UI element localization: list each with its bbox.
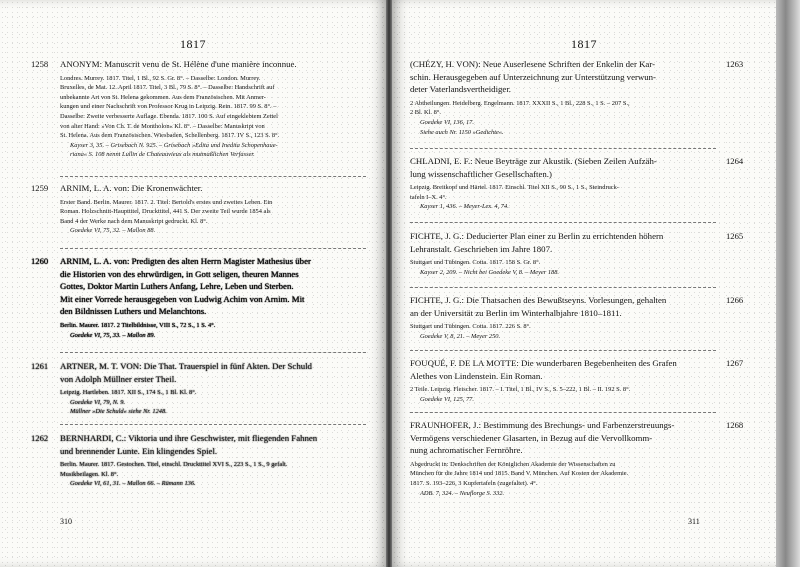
heading-line: den Bildnissen Luthers und Melanchtons. — [60, 306, 207, 317]
entry-refs — [70, 479, 366, 489]
entry-divider — [60, 248, 366, 249]
heading-line: Mit einer Vorrede herausgegeben von Ludwig Achim von Arnim. Mit — [60, 293, 305, 304]
entry-number: 1261 — [31, 361, 49, 371]
entry-1258 — [31, 58, 366, 160]
heading-line: lung wissenschaftlicher Gesellschaften.) — [410, 168, 552, 179]
entry-heading — [410, 357, 716, 382]
running-head-left: 1817 — [180, 37, 206, 51]
ref-line: Goedeke VI, 61, 31. – Mallon 66. – Rümann 136. — [70, 480, 196, 488]
ref-line: Kayser 1, 436. – Meyer-Lex. 4, 74. — [420, 203, 509, 211]
heading-line: die Historien von des ehrwürdigen, in Gott seligen, theuren Mannes — [60, 268, 299, 279]
entry-1263 — [410, 58, 744, 137]
detail-line: Band 4 der Werke nach dem Manuskript gedruckt. Kl. 8°. — [60, 217, 208, 225]
entry-heading — [410, 419, 716, 457]
entry-divider — [410, 287, 716, 288]
page-number-right: 311 — [688, 517, 700, 526]
heading-line: Alethes von Lindenstein. Ein Roman. — [410, 370, 543, 381]
entry-refs — [420, 268, 716, 278]
detail-line: unbekannte Art von St. Helena gekommen. Aus dem Französischen. Mit Anmer- — [60, 93, 266, 101]
heading-line: CHLADNI, E. F.: Neue Beyträge zur Akustik. (Sieben Zeilen Aufzäh- — [410, 156, 657, 166]
entry-heading — [410, 155, 716, 180]
detail-line: Stuttgart und Tübingen. Cotta. 1817. 158 S. Gr. 8°. — [410, 259, 541, 267]
heading-line: FRAUNHOFER, J.: Bestimmung des Brechungs- und Farbenzerstreuungs- — [410, 420, 675, 430]
ref-line: Goedeke VI, 75, 33. – Mallon 89. — [70, 331, 156, 339]
entry-refs — [420, 118, 716, 137]
heading-line: ARNIM, L. A. von: Predigten des alten Herrn Magister Mathesius über — [60, 256, 311, 266]
running-head-right: 1817 — [571, 37, 597, 51]
entry-details — [60, 198, 366, 227]
page-edge-shadow — [776, 0, 800, 567]
entry-refs — [420, 202, 716, 212]
entry-heading — [410, 230, 716, 255]
entry-number: 1267 — [726, 358, 744, 368]
entry-details — [410, 183, 716, 202]
entry-divider — [60, 352, 366, 353]
ref-line: Goedeke VI, 75, 32. – Mallon 88. — [70, 227, 156, 235]
heading-line: FOUQUÉ, F. DE LA MOTTE: Die wunderbaren Begebenheiten des Grafen — [410, 358, 677, 368]
entry-divider — [60, 176, 366, 177]
heading-line: Vermögens verschiedener Glasarten, in Bezug auf die Vervollkomm- — [410, 432, 653, 443]
entry-number: 1259 — [31, 183, 49, 193]
entry-details — [410, 460, 716, 489]
entry-refs — [70, 398, 366, 417]
heading-line: FICHTE, J. G.: Die Thatsachen des Bewußtseyns. Vorlesungen, gehalten — [410, 295, 667, 305]
ref-line: Goedeke V, 8, 21. – Meyer 250. — [420, 332, 501, 340]
entry-number: 1263 — [726, 59, 744, 69]
detail-line: Abgedruckt in: Denkschriften der Königlichen Akademie der Wissenschaften zu — [410, 460, 616, 468]
detail-line: Roman. Holzschnitt-Haupttitel, Druckttitel, 441 S. Der zweite Teil wurde 1854 als — [60, 208, 271, 216]
entry-1265 — [410, 230, 744, 277]
entry-heading: ARNIM, L. A. von: Die Kronenwächter. — [60, 183, 203, 193]
entry-number: 1268 — [726, 420, 744, 430]
ref-line: Siehe auch Nr. 1150 »Gedichte«. — [420, 128, 504, 136]
detail-line: tafeln I–X. 4°. — [410, 193, 447, 201]
entry-1259 — [31, 182, 366, 236]
heading-line: (CHÉZY, H. VON): Neue Auserlesene Schriften der Enkelin der Kar- — [410, 59, 656, 69]
entry-refs — [70, 226, 366, 236]
entry-1261 — [31, 360, 366, 417]
detail-line: Stuttgart und Tübingen. Cotta. 1817. 226 S. 8°. — [410, 323, 531, 331]
entry-1267 — [410, 357, 744, 404]
entry-refs — [420, 332, 716, 342]
entry-details — [410, 385, 716, 395]
entry-heading — [410, 58, 716, 96]
ref-line: Kayser 3, 35. – Grisebach N. 925. – Grisebach »Edita und Inedita Schopenhaue- — [70, 141, 278, 149]
heading-line: von Adolph Müllner erster Theil. — [60, 373, 177, 384]
entry-heading — [60, 360, 366, 385]
entry-number: 1262 — [31, 433, 49, 443]
detail-line: Musikbeilagen. Kl. 8°. — [60, 470, 119, 478]
entry-1260 — [31, 255, 366, 340]
entry-number: 1258 — [31, 59, 49, 69]
entry-details — [60, 388, 366, 398]
entry-refs — [420, 395, 716, 405]
entry-1266 — [410, 294, 744, 341]
ref-line: Goedeke VI, 79, N. 9. — [70, 398, 126, 406]
detail-line: Leipzig. Hartleben. 1817. XII S., 174 S., 1 Bl. Kl. 8°. — [60, 389, 197, 397]
entry-details — [60, 74, 366, 141]
entry-details — [60, 321, 366, 331]
detail-line: Leipzig. Breitkopf und Härtel. 1817. Einschl. Titel XII S., 90 S., 1 S., Steindruck- — [410, 184, 619, 192]
entry-heading — [410, 294, 716, 319]
entry-divider — [410, 222, 716, 223]
detail-line: München für die Jahre 1814 und 1815. Band V. München. Auf Kosten der Akademie. — [410, 470, 629, 478]
detail-line: St. Helena. Aus dem Französischen. Wiesbaden, Schellenberg. 1817. IV S., 123 S. 8°. — [60, 132, 280, 140]
heading-line: schin. Herausgegeben auf Unterzeichnung zur Unterstützung verwun- — [410, 71, 656, 82]
right-page — [392, 0, 776, 567]
heading-line: ARTNER, M. T. VON: Die That. Trauerspiel in fünf Akten. Der Schuld — [60, 361, 312, 371]
detail-line: kungen und einer Nachschrift von Professor Krug in Leipzig. Rein. 1817. 99 S. 8°. – — [60, 103, 277, 111]
detail-line: 2 Abtheilungen. Heidelberg. Engelmann. 1817. XXXII S., 1 Bl., 228 S., 1 S. – 207 S., — [410, 99, 630, 107]
heading-line: an der Universität zu Berlin im Winterhalbjahre 1810–1811. — [410, 307, 622, 318]
entry-heading: ANONYM: Manuscrit venu de St. Hélène d'une manière inconnue. — [60, 59, 297, 69]
detail-line: Bruxelles, de Mat. 12. April 1817. Titel, 3 Bl., 79 S. 8°. – Dasselbe: Handschrift auf — [60, 84, 275, 92]
heading-line: BERNHARDI, C.: Viktoria und ihre Geschwister, mit fliegenden Fahnen — [60, 433, 318, 443]
detail-line: Berlin. Maurer. 1817. Gestochen. Titel, einschl. Druckttitel XVI S., 223 S., 1 S., 9 gefalt. — [60, 461, 288, 469]
heading-line: FICHTE, J. G.: Deducierter Plan einer zu Berlin zu errichtenden höhern — [410, 231, 664, 241]
detail-line: 2 Teile. Leipzig. Fleischer. 1817. – I. Titel, 1 Bl., IV S., S. 5–222, 1 Bl. – II. 192 S. 8°. — [410, 386, 631, 394]
entry-details — [410, 258, 716, 268]
ref-line: ADB. 7, 324. – Neuflorge S. 332. — [420, 489, 505, 497]
detail-line: 2 Bl. Kl. 8°. — [410, 109, 441, 117]
detail-line: von alter Hand: »Von Ch. T. de Montholon« Kl. 8°. – Dasselbe: Manuskript von — [60, 122, 265, 130]
heading-line: nung achromatischer Fernröhre. — [410, 445, 523, 456]
left-page — [0, 0, 386, 567]
detail-line: Erster Band. Berlin. Maurer. 1817. 2. Titel: Bertold's erstes und zweites Leben. Ein — [60, 198, 273, 206]
entry-divider — [410, 350, 716, 351]
entry-1268 — [410, 419, 744, 498]
ref-line: Kayser 2, 209. – Nicht bei Goedeke V, 8. – Meyer 188. — [420, 268, 560, 276]
entry-divider — [60, 424, 366, 425]
entry-1262 — [31, 432, 366, 489]
entry-number: 1260 — [31, 256, 49, 266]
entry-details — [410, 99, 716, 118]
entry-refs — [70, 141, 366, 160]
ref-line: Müllner »Die Schuld« siehe Nr. 1248. — [70, 408, 167, 416]
entry-divider — [410, 148, 716, 149]
ref-line: Goedeke VI, 125, 77. — [420, 395, 474, 403]
entry-number: 1264 — [726, 156, 744, 166]
entry-heading — [60, 432, 366, 457]
ref-line: Goedeke VI, 136, 17. — [420, 118, 474, 126]
entry-details — [60, 460, 366, 479]
heading-line: Lehranstalt. Geschrieben im Jahre 1807. — [410, 243, 553, 254]
entry-number: 1266 — [726, 295, 744, 305]
entry-heading — [60, 255, 366, 318]
heading-line: und brennender Lunte. Ein klingendes Spiel. — [60, 445, 218, 456]
detail-line: Londres. Murrey. 1817. Titel, 1 Bl., 92 S. Gr. 8°. – Dasselbe: London. Murrey. — [60, 74, 261, 82]
detail-line: Berlin. Maurer. 1817. 2 Titelbildnisse, VIII S., 72 S., 1 S. 4°. — [60, 321, 216, 329]
page-number-left: 310 — [60, 517, 72, 526]
heading-line: Gottes, Doktor Martin Luthers Anfang, Lehre, Leben und Sterben. — [60, 281, 294, 292]
ref-line: riana« S. 108 nennt Lullin de Chateauvieux als mutmaßlichen Verfasser. — [70, 151, 255, 159]
entry-refs — [420, 489, 716, 499]
entry-divider — [410, 412, 716, 413]
detail-line: 1817. S. 193–226, 3 Kupfertafeln (zugefaltet). 4°. — [410, 479, 538, 487]
entry-details — [410, 322, 716, 332]
entry-number: 1265 — [726, 231, 744, 241]
heading-line: deter Vaterlandsvertheidiger. — [410, 84, 511, 95]
detail-line: Dasselbe: Zweite verbesserte Auflage. Ebenda. 1817. 100 S. Auf eingeklebtem Zettel — [60, 112, 278, 120]
entry-1264 — [410, 155, 744, 212]
entry-refs — [70, 331, 366, 341]
